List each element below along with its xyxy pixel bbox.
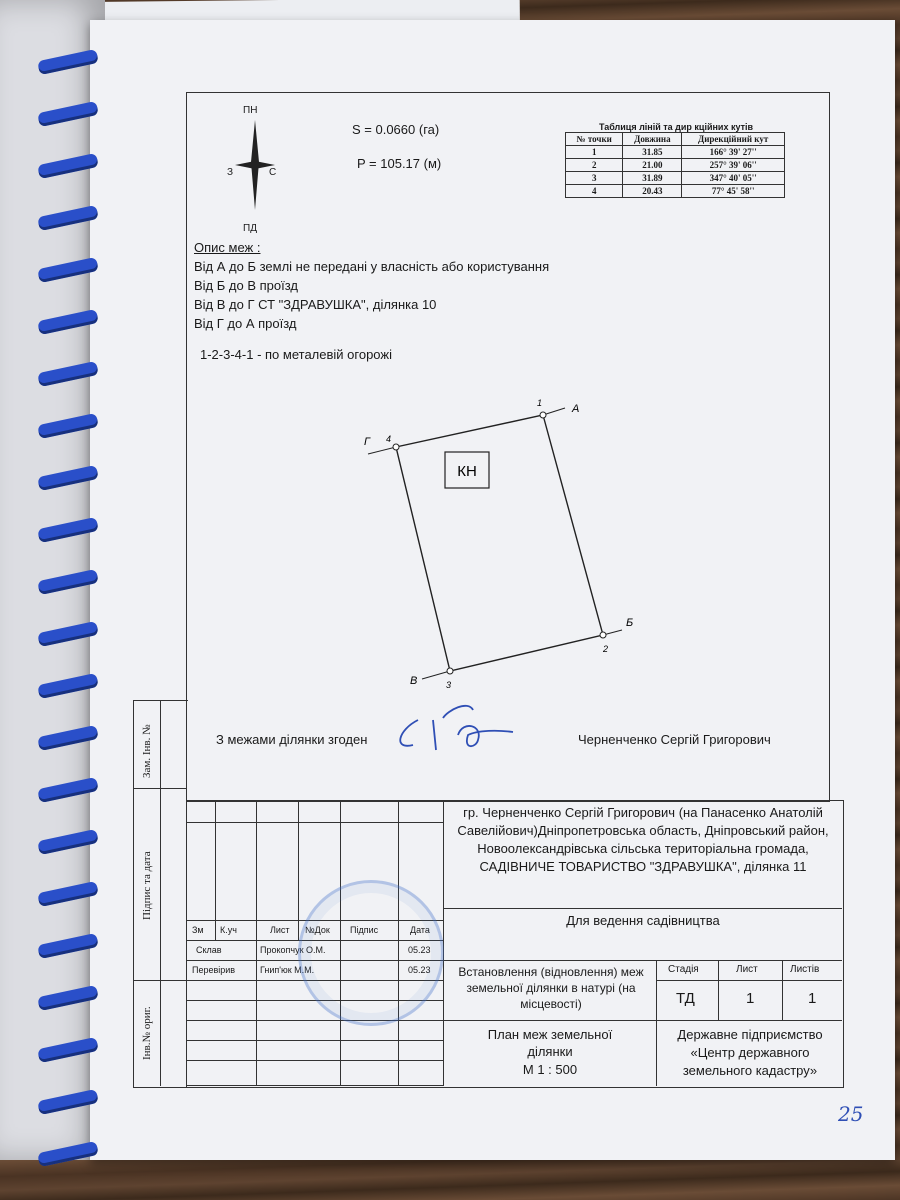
side-label-sign: Підпис та дата [141,851,153,920]
letter-g-label: Г [364,436,370,448]
col-header-date: Дата [410,925,430,935]
stage-value: ТД [676,990,695,1007]
point-4-marker [393,444,399,450]
staff-date: 05.23 [408,965,431,975]
cell: 31.85 [623,146,682,159]
divider [656,960,657,1086]
divider [444,908,842,909]
cell: 257° 39' 06'' [682,159,785,172]
point-3-label: 3 [446,680,452,690]
sheet-value: 1 [746,990,755,1007]
col-header-doc: №Док [305,925,330,935]
compass-west: З [227,167,234,178]
divider [186,1020,444,1021]
col-header-sign: Підпис [350,925,379,935]
official-seal-stamp [298,880,444,1026]
coordinate-table [565,122,787,198]
point-4-label: 4 [386,434,392,444]
owner-signature [388,690,528,770]
divider [444,1020,842,1021]
divider [186,1040,444,1041]
staff-role: Склав [196,945,222,955]
divider [656,980,842,981]
cell: 347° 40' 05'' [682,172,785,185]
coord-table-title: Таблиця ліній та дир кційних кутів [598,122,754,132]
drawing-scale: М 1 : 500 [522,1062,578,1077]
cell: 4 [566,185,623,198]
boundary-line: Від Г до А проїзд [194,316,297,331]
table-row [566,146,785,159]
cell: 1 [566,146,623,159]
staff-name: Гнип'юк М.М. [260,965,315,975]
work-title: Встановлення (відновлення) меж земельної ділянки в натурі (на місцевості) [458,965,644,1011]
compass-south: ПД [243,223,257,234]
perimeter-value: P = 105.17 (м) [357,156,442,171]
divider [160,700,161,1086]
cell: 21.00 [623,159,682,172]
cell: 166° 39' 27'' [682,146,785,159]
plot-drawing [360,390,650,690]
coord-table-grid [565,132,785,198]
coord-header-angle: Дирекційний кут [682,133,785,146]
boundary-description [194,238,549,364]
table-row [566,159,785,172]
letter-b-label: Б [626,617,634,629]
cell: 31.89 [623,172,682,185]
area-value: S = 0.0660 (га) [352,122,440,137]
agreement-label: З межами ділянки згоден [216,732,368,747]
col-header-zm: Зм [192,925,204,935]
letter-v-label: В [410,675,418,687]
divider [215,800,216,940]
cell: 3 [566,172,623,185]
building-label: КН [457,463,477,480]
col-header-sheet: Лист [270,925,290,935]
col-header-kuch: К.уч [220,925,237,935]
boundary-heading: Опис меж : [194,240,261,255]
boundary-line: Від А до Б землі не передані у власність або користування [194,259,550,274]
plot-boundary [396,415,603,671]
compass-arrow-icon [235,120,275,210]
land-purpose: Для ведення садівництва [566,913,720,928]
fence-note: 1-2-3-4-1 - по металевій огорожі [200,347,392,362]
boundary-line: Від Б до В проїзд [194,278,298,293]
cell: 20.43 [623,185,682,198]
boundary-line: Від В до Г СТ "ЗДРАВУШКА", ділянка 10 [194,297,437,312]
arrow-v-line [422,671,450,679]
compass-east: С [269,167,277,178]
divider [718,960,719,1020]
compass-north: ПН [243,105,258,116]
divider [298,800,299,940]
owner-address: гр. Черненченко Сергій Григорович (на Панасенко Анатолій Савелійович)Дніпропетровська область, Дніпровський район, Новоолександрівська сільська територіальна громада, САДІВНИЧЕ ТОВАРИСТВО "ЗДРАВУШКА", ділянка 11 [457,805,829,874]
staff-role: Перевірив [192,965,236,975]
divider [256,800,257,1086]
company-name: Державне підприємство «Центр державного земельного кадастру» [677,1027,823,1078]
point-1-marker [540,412,546,418]
point-2-label: 2 [603,644,609,654]
drawing-title: План меж земельної ділянки [487,1027,613,1059]
point-3-marker [447,668,453,674]
staff-name: Прокопчук О.М. [260,945,326,955]
arrow-g-line [368,447,396,454]
table-row [566,185,785,198]
side-label-inv: Інв.№ ориг. [141,1006,153,1060]
compass-rose [225,105,285,235]
side-label-replace: Зам. Інв. № [141,724,153,778]
table-row [566,172,785,185]
page-number: 25 [838,1102,864,1126]
owner-name: Черненченко Сергій Григорович [578,732,771,747]
point-1-label: 1 [537,398,543,408]
staff-date: 05.23 [408,945,431,955]
coord-header-point: № точки [566,133,623,146]
letter-a-label: А [572,403,580,415]
divider [782,960,783,1020]
point-2-marker [600,632,606,638]
divider [186,822,444,823]
cell: 77° 45' 58'' [682,185,785,198]
sheets-value: 1 [808,990,817,1007]
sheets-header: Листів [790,964,820,975]
coord-header-length: Довжина [623,133,682,146]
sheet-header: Лист [736,964,758,975]
divider [186,1060,444,1061]
stage-header: Стадія [668,964,699,975]
cell: 2 [566,159,623,172]
